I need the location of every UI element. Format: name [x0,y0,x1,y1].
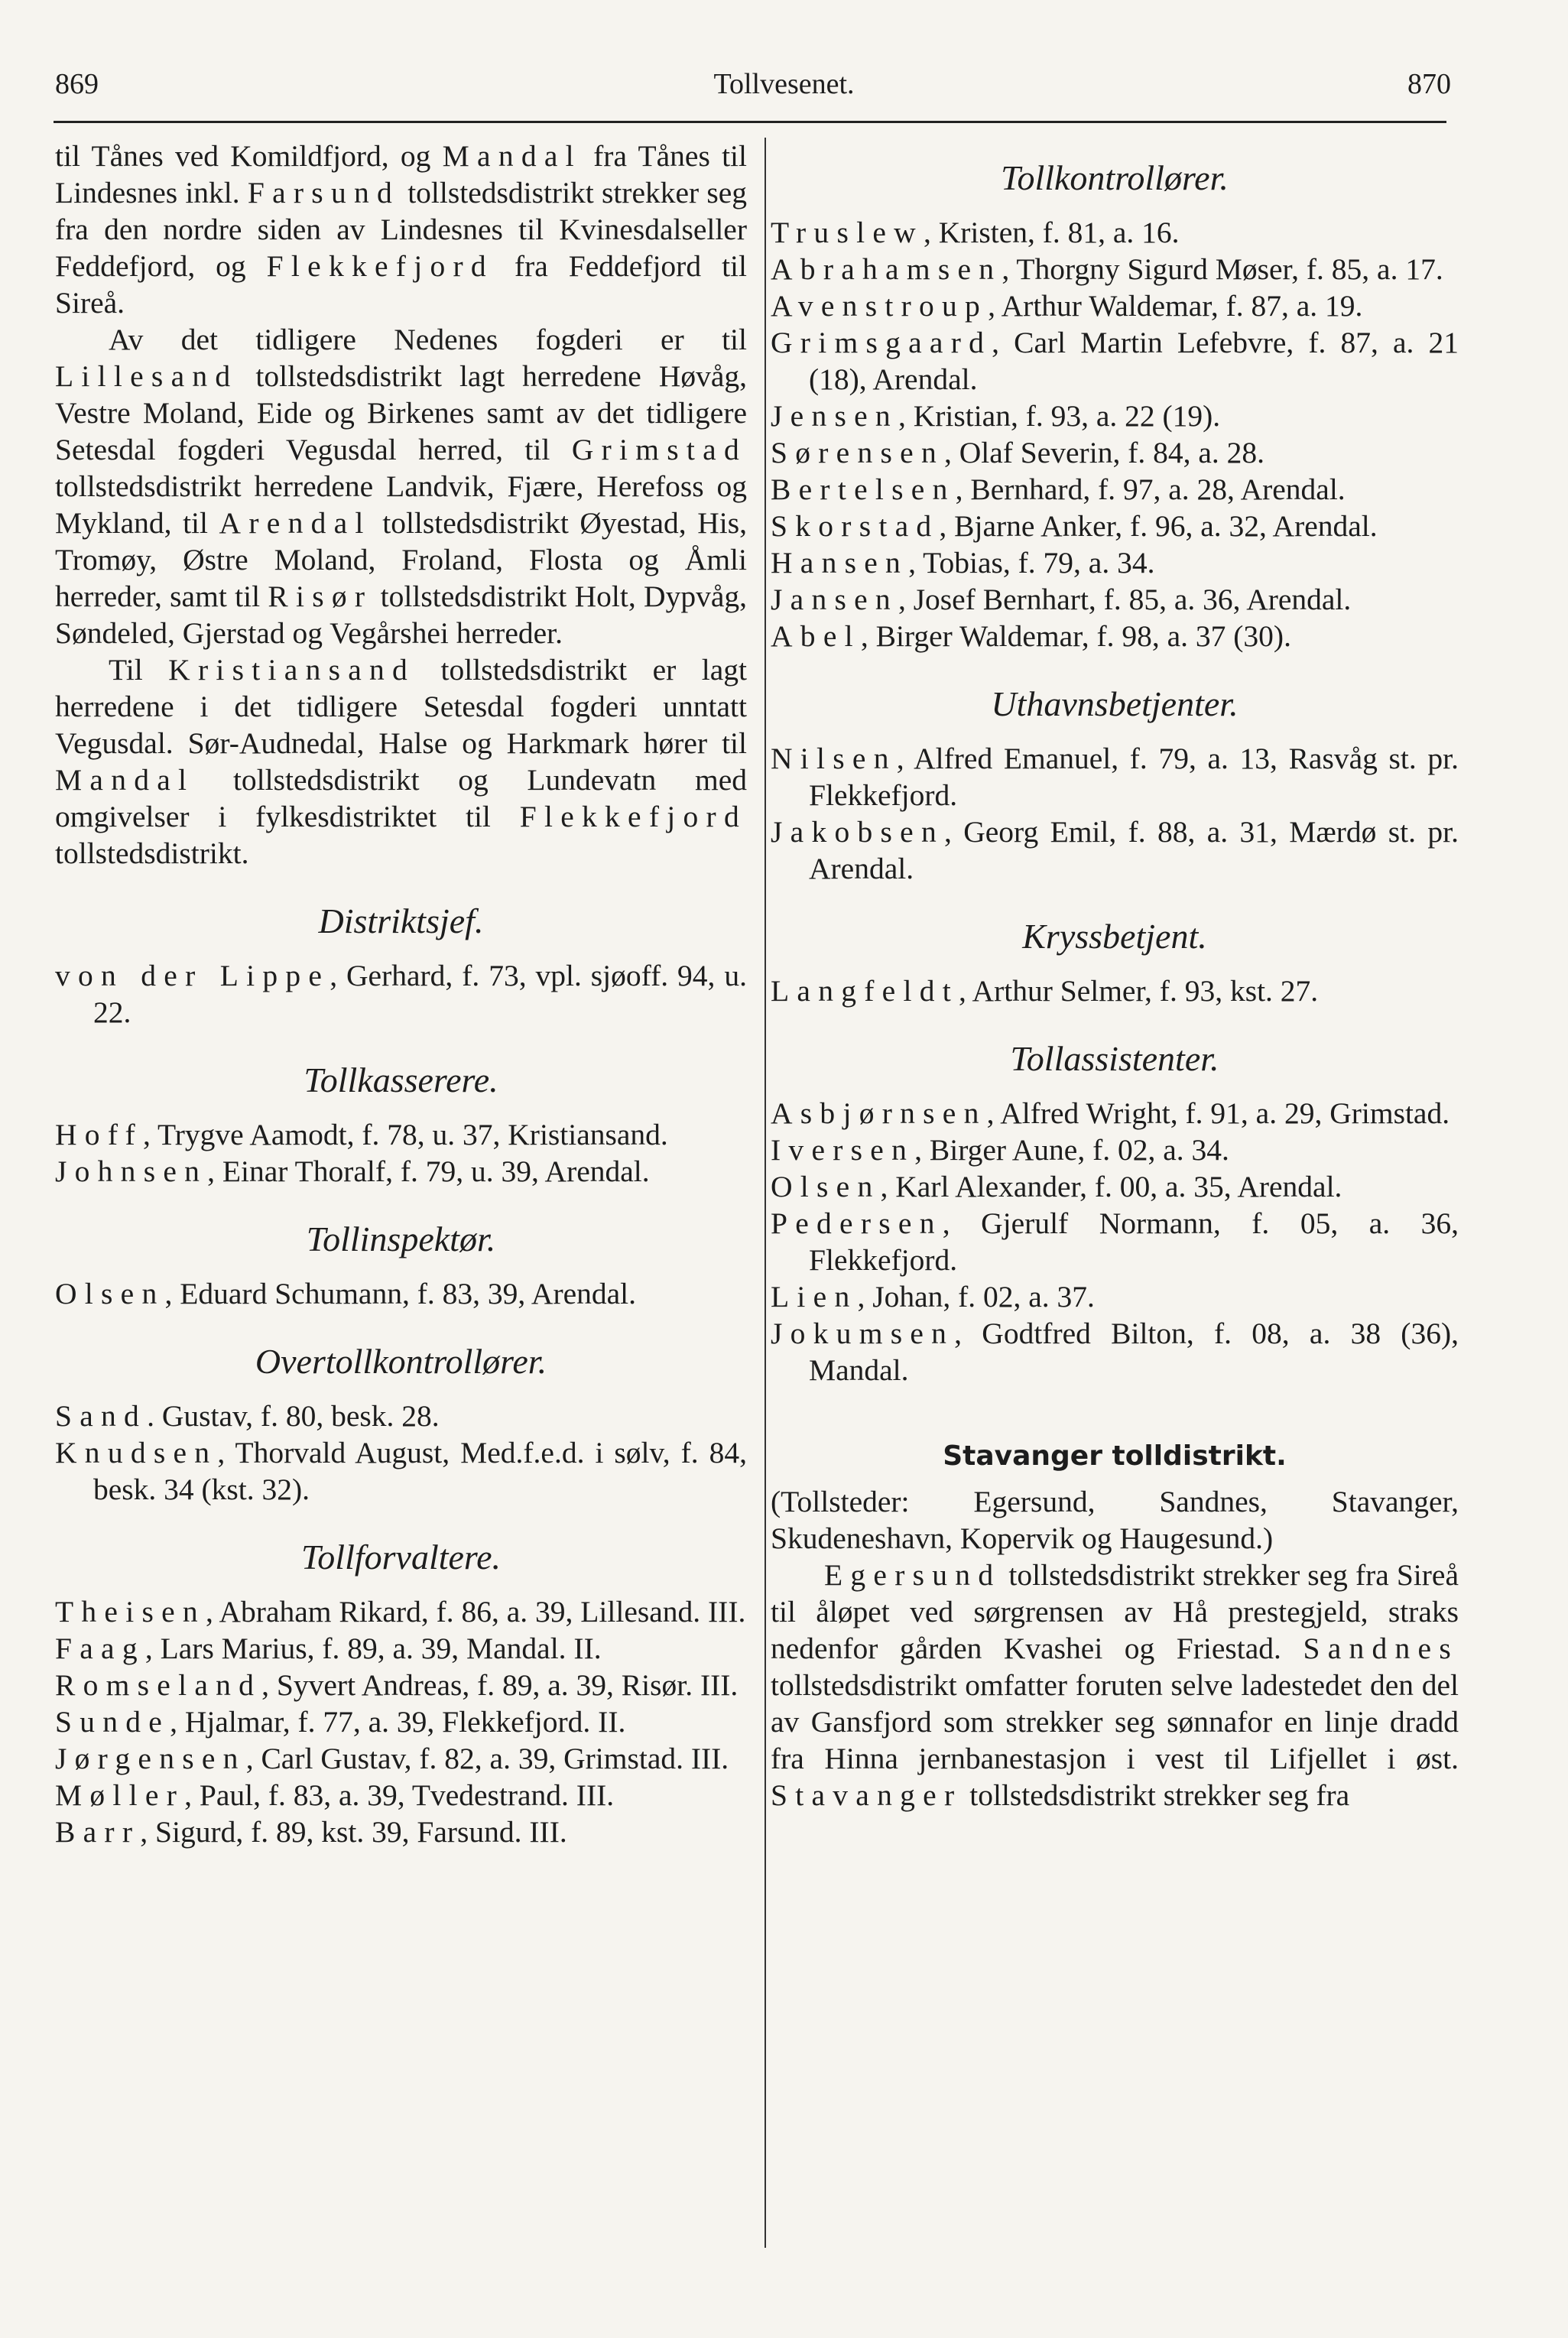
personnel-entry [771,398,1459,434]
entry-surname: Skorstad [771,509,940,543]
entry-details: , Einar Thoralf, f. 79, u. 39, Arendal. [207,1154,650,1188]
spaced-name: Flekkefjord [266,249,494,283]
entry-surname: Sand [55,1399,148,1433]
personnel-entry [771,1315,1459,1388]
entry-surname: Olsen [55,1277,165,1310]
column-divider [765,138,766,2248]
text-run: tollstedsdistrikt strekker seg fra Sireå til åløpet ved sørgrensen av Hå prestegjeld, straks nedenfor gården Kvashei og Friestad. [771,1558,1459,1665]
running-title: Tollvesenet. [713,68,855,100]
personnel-entry [771,434,1459,471]
entry-details: . Gustav, f. 80, besk. 28. [147,1399,440,1433]
kristiansand-paragraph [55,651,747,872]
entry-surname: Jørgensen [55,1742,246,1775]
spaced-name: Arendal [219,506,372,540]
entry-details: , Thorvald August, Med.f.e.d. i sølv, f. 84, besk. 34 (kst. 32). [93,1436,747,1506]
entry-surname: Olsen [771,1170,881,1203]
personnel-entry [771,1168,1459,1205]
entry-surname: Jakobsen [771,815,944,849]
entry-details: , Alfred Emanuel, f. 79, a. 13, Rasvåg st. pr. Flekkefjord. [809,742,1459,812]
entry-details: , Bjarne Anker, f. 96, a. 32, Arendal. [939,509,1378,543]
text-run: tollstedsdistrikt. [55,836,249,870]
entry-surname: Langfeldt [771,974,959,1008]
entry-surname: Iversen [771,1133,915,1167]
entry-details: , Abraham Rikard, f. 86, a. 39, Lillesand. III. [205,1595,746,1628]
entry-details: , Tobias, f. 79, a. 34. [908,546,1155,580]
entry-surname: Romseland [55,1668,262,1702]
entry-surname: Pedersen [771,1206,943,1240]
district-paragraph [771,1557,1459,1814]
left-column [55,138,747,1850]
personnel-entry [55,1434,747,1508]
district-tollsteder: (Tollsteder: Egersund, Sandnes, Stavanger, Skudeneshavn, Kopervik og Haugesund.) [771,1485,1459,1555]
section-heading: Tollkasserere. [304,1060,498,1099]
entry-surname: Jensen [771,399,898,433]
spaced-name: Lillesand [55,359,239,393]
entry-details: , Karl Alexander, f. 00, a. 35, Arendal. [880,1170,1342,1203]
entry-details: , Godtfred Bilton, f. 08, a. 38 (36), Mandal. [809,1317,1459,1387]
entry-surname: Jokumsen [771,1317,955,1350]
entry-surname: Lien [771,1280,858,1314]
text-run: tollstedsdistrikt er lagt herredene i det tidligere Setesdal fogderi unntatt Vegusdal. Sør-Audnedal, Halse og Harkmark hører til [55,653,747,760]
personnel-entry [771,973,1459,1009]
text-run: tollstedsdistrikt Øyestad, His, Tromøy, Østre Moland, Froland, Flosta og Åmli herreder, samt til [55,506,747,613]
section-heading: Tollforvaltere. [300,1538,502,1577]
entry-details: , Arthur Waldemar, f. 87, a. 19. [988,289,1363,323]
entry-surname: Truslew [771,216,924,249]
personnel-entry [55,1740,747,1777]
text-run: tollstedsdistrikt Holt, Dypvåg, Søndeled, Gjerstad og Vegårshei herreder. [55,580,747,650]
entry-surname: Grimsgaard [771,326,992,359]
entry-details: , Syvert Andreas, f. 89, a. 39, Risør. III. [261,1668,739,1702]
left-page-number: 869 [55,68,99,100]
spaced-name: Mandal [55,763,195,797]
entry-surname: Faag [55,1632,145,1665]
right-page-number: 870 [1407,68,1451,100]
entry-details: , Arthur Selmer, f. 93, kst. 27. [958,974,1319,1008]
entry-details: , Thorgny Sigurd Møser, f. 85, a. 17. [1002,252,1443,286]
district-heading: Stavanger tolldistrikt. [943,1440,1287,1472]
text-run: tollstedsdistrikt strekker seg fra den nordre siden av Lindesnes til Kvinesdalseller Feddefjord, og [55,176,748,283]
personnel-entry [55,1703,747,1740]
spaced-name: Egersund [824,1558,1002,1592]
entry-surname: Theisen [55,1595,206,1628]
personnel-entry [55,957,747,1031]
personnel-entry [771,740,1459,813]
entry-details: , Carl Martin Lefebvre, f. 87, a. 21 (18), Arendal. [809,326,1459,396]
personnel-entry [771,471,1459,508]
entry-details: , Kristen, f. 81, a. 16. [923,216,1180,249]
entry-details: , Georg Emil, f. 88, a. 31, Mærdø st. pr. Arendal. [809,815,1459,885]
spaced-name: Mandal [442,139,582,173]
spaced-name: Flekkefjord [519,800,747,833]
entry-surname: Abrahamsen [771,252,1002,286]
entry-details: , Sigurd, f. 89, kst. 39, Farsund. III. [140,1815,567,1849]
spaced-name: Grimstad [571,433,747,466]
entry-surname: Hoff [55,1118,143,1151]
entry-surname: Hansen [771,546,909,580]
nedenes-paragraph [55,321,747,651]
personnel-entry [55,1630,747,1667]
entry-details: , Paul, f. 83, a. 39, Tvedestrand. III. [184,1778,615,1812]
entry-surname: Bertelsen [771,472,956,506]
section-heading: Kryssbetjent. [1022,917,1207,956]
spaced-name: Stavanger [771,1778,963,1812]
personnel-entry [55,1275,747,1312]
personnel-entry [771,1205,1459,1278]
entry-details: , Lars Marius, f. 89, a. 39, Mandal. II. [144,1632,602,1665]
entry-details: , Gerhard, f. 73, vpl. sjøoff. 94, u. 22. [93,959,747,1029]
spaced-name: Risør [268,580,373,613]
personnel-entry [55,1116,747,1153]
intro-paragraph [55,138,747,321]
entry-details: , Gjerulf Normann, f. 05, a. 36, Flekkefjord. [809,1206,1459,1277]
entry-details: , Carl Gustav, f. 82, a. 39, Grimstad. III. [245,1742,729,1775]
entry-details: , Trygve Aamodt, f. 78, u. 37, Kristiansand. [142,1118,668,1151]
text-run: tollstedsdistrikt og Lundevatn med omgivelser i fylkesdistriktet til [55,763,747,833]
entry-details: , Josef Bernhart, f. 85, a. 36, Arendal. [898,583,1352,616]
text-run: Til [109,653,169,687]
right-sections [771,156,1459,1388]
entry-details: , Hjalmar, f. 77, a. 39, Flekkefjord. II. [170,1705,626,1739]
personnel-entry [55,1398,747,1434]
entry-details: , Alfred Wright, f. 91, a. 29, Grimstad. [986,1096,1450,1130]
entry-surname: Barr [55,1815,141,1849]
entry-surname: Asbjørnsen [771,1096,987,1130]
entry-surname: Jansen [771,583,898,616]
text-run: tollstedsdistrikt lagt herredene Høvåg, Vestre Moland, Eide og Birkenes samt av det tidligere Setesdal fogderi Vegusdal herred, til [55,359,747,466]
section-heading: Distriktsjef. [318,901,484,940]
entry-surname: Møller [55,1778,185,1812]
entry-details: , Kristian, f. 93, a. 22 (19). [898,399,1221,433]
personnel-entry [771,544,1459,581]
spaced-name: Farsund [247,176,401,209]
section-heading: Tollassistenter. [1010,1039,1219,1078]
text-run: fra Tånes til Lindesnes inkl. [55,139,747,209]
entry-surname: Sørensen [771,436,944,469]
personnel-entry [55,1814,747,1850]
personnel-entry [771,813,1459,887]
personnel-entry [771,618,1459,654]
personnel-entry [771,214,1459,251]
section-heading: Uthavnsbetjenter. [991,684,1238,723]
entry-surname: von der Lippe [55,959,330,992]
entry-details: , Bernhard, f. 97, a. 28, Arendal. [955,472,1346,506]
section-heading: Overtollkontrollører. [255,1342,547,1381]
personnel-entry [55,1593,747,1630]
entry-details: , Olaf Severin, f. 84, a. 28. [943,436,1265,469]
entry-surname: Abel [771,619,861,653]
personnel-entry [55,1667,747,1703]
right-column [771,138,1459,1814]
entry-details: , Birger Aune, f. 02, a. 34. [914,1133,1229,1167]
personnel-entry [55,1153,747,1190]
personnel-entry [771,1278,1459,1315]
personnel-entry [771,324,1459,398]
personnel-entry [55,1777,747,1814]
personnel-entry [771,1132,1459,1168]
personnel-entry [771,1095,1459,1132]
entry-details: , Birger Waldemar, f. 98, a. 37 (30). [860,619,1291,653]
entry-surname: Avenstroup [771,289,989,323]
text-run: til Tånes ved Komildfjord, og [55,139,443,173]
entry-surname: Knudsen [55,1436,218,1469]
left-sections [55,899,747,1850]
entry-surname: Johnsen [55,1154,208,1188]
personnel-entry [771,581,1459,618]
section-heading: Tollkontrollører. [1001,158,1229,197]
personnel-entry [771,287,1459,324]
spaced-name: Kristiansand [168,653,416,687]
section-heading: Tollinspektør. [306,1219,496,1258]
text-run: tollstedsdistrikt herredene Landvik, Fjære, Herefoss og Mykland, til [55,469,747,540]
text-run: tollstedsdistrikt omfatter foruten selve ladestedet den del av Gansfjord som strekker seg sønnafor en linje dradd fra Hinna jernbanestasjon i vest til Lifjellet i øst. [771,1668,1459,1775]
entry-details: , Johan, f. 02, a. 37. [857,1280,1095,1314]
text-run: fra Feddefjord til Sireå. [55,249,747,320]
personnel-entry [771,508,1459,544]
entry-surname: Nilsen [771,742,897,775]
text-run: Av det tidligere Nedenes fogderi er til [109,323,747,356]
personnel-entry [771,251,1459,287]
entry-details: , Eduard Schumann, f. 83, 39, Arendal. [164,1277,637,1310]
spaced-name: Sandnes [1303,1632,1459,1665]
entry-surname: Sunde [55,1705,170,1739]
header-rule [54,121,1446,123]
text-run: tollstedsdistrikt strekker seg fra [962,1778,1350,1812]
